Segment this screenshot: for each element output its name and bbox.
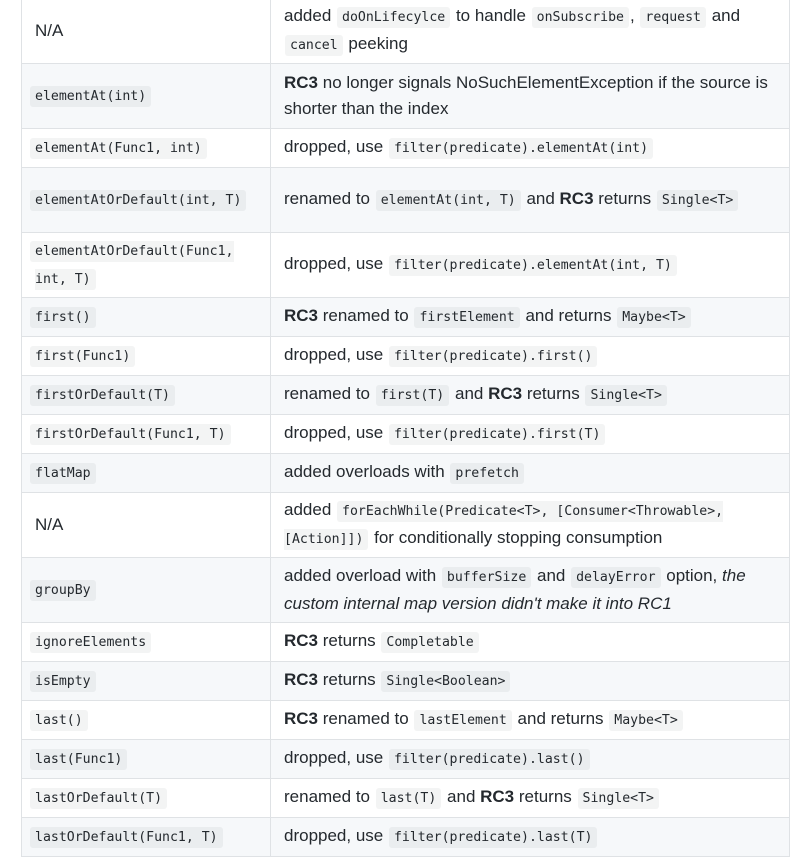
description-text: renamed to xyxy=(318,306,414,325)
operator-name: groupBy xyxy=(30,580,96,601)
table-row xyxy=(22,0,790,64)
change-description-cell xyxy=(271,415,790,454)
description-text: dropped, use xyxy=(284,748,388,767)
operator-name: elementAtOrDefault(int, T) xyxy=(30,190,246,211)
description-text: added xyxy=(284,500,336,519)
inline-code: first(T) xyxy=(376,385,450,406)
change-description-cell xyxy=(271,779,790,818)
description-text: peeking xyxy=(343,34,408,53)
inline-code: filter(predicate).last(T) xyxy=(389,827,598,848)
change-description-cell xyxy=(271,298,790,337)
description-text: dropped, use xyxy=(284,137,388,156)
operator-cell xyxy=(22,233,271,298)
inline-code: filter(predicate).first(T) xyxy=(389,424,605,445)
version-tag: RC3 xyxy=(284,73,319,92)
description-text: and returns xyxy=(520,306,617,325)
operator-name: first(Func1) xyxy=(30,346,135,367)
inline-code: Single<T> xyxy=(578,788,659,809)
operator-cell xyxy=(22,415,271,454)
operator-cell xyxy=(22,129,271,168)
inline-code: onSubscribe xyxy=(532,7,629,28)
change-description-cell xyxy=(271,558,790,623)
operator-name: firstOrDefault(T) xyxy=(30,385,175,406)
description-text: added overload with xyxy=(284,566,441,585)
inline-code: delayError xyxy=(571,567,660,588)
change-description-cell xyxy=(271,337,790,376)
operator-name: isEmpty xyxy=(30,671,96,692)
table-row xyxy=(22,740,790,779)
inline-code: forEachWhile(Predicate<T>, [Consumer<Throwable>, [Action]]) xyxy=(284,501,723,550)
description-text: , xyxy=(629,6,640,25)
description-text: for conditionally stopping consumption xyxy=(369,528,663,547)
table-row xyxy=(22,818,790,857)
operator-name: first() xyxy=(30,307,96,328)
operator-name: ignoreElements xyxy=(30,632,151,653)
operator-name: elementAt(int) xyxy=(30,86,151,107)
version-tag: RC3 xyxy=(284,631,319,650)
change-description-cell xyxy=(271,64,790,129)
operator-name: elementAtOrDefault(Func1, int, T) xyxy=(30,241,234,290)
inline-code: Single<Boolean> xyxy=(381,671,510,692)
description-text: added overloads with xyxy=(284,462,450,481)
description-text: and returns xyxy=(512,709,609,728)
inline-code: bufferSize xyxy=(442,567,531,588)
description-text: renamed to xyxy=(318,709,414,728)
operator-cell xyxy=(22,493,271,558)
version-tag: RC3 xyxy=(284,306,319,325)
change-description-cell xyxy=(271,0,790,64)
description-text: renamed to xyxy=(284,384,375,403)
table-row xyxy=(22,64,790,129)
version-tag: RC3 xyxy=(284,670,319,689)
description-text: added xyxy=(284,6,336,25)
version-tag: RC3 xyxy=(559,189,594,208)
table-row xyxy=(22,623,790,662)
operator-cell xyxy=(22,454,271,493)
operator-cell xyxy=(22,376,271,415)
description-text: returns xyxy=(318,631,381,650)
table-row xyxy=(22,701,790,740)
inline-code: firstElement xyxy=(414,307,519,328)
operator-not-applicable: N/A xyxy=(35,21,64,40)
change-description-cell xyxy=(271,376,790,415)
operator-not-applicable: N/A xyxy=(35,515,64,534)
table-row xyxy=(22,168,790,233)
change-description-cell xyxy=(271,623,790,662)
description-text: option, xyxy=(661,566,723,585)
description-text: and xyxy=(442,787,481,806)
operator-cell xyxy=(22,740,271,779)
inline-code: lastElement xyxy=(414,710,511,731)
inline-code: filter(predicate).elementAt(int) xyxy=(389,138,653,159)
inline-code: filter(predicate).last() xyxy=(389,749,590,770)
table-row xyxy=(22,129,790,168)
change-description-cell xyxy=(271,493,790,558)
operator-name: elementAt(Func1, int) xyxy=(30,138,207,159)
table-row xyxy=(22,454,790,493)
table-row xyxy=(22,415,790,454)
description-text: renamed to xyxy=(284,787,375,806)
table-row xyxy=(22,558,790,623)
italic-note: the custom internal map version didn't make it into RC1 xyxy=(284,566,746,613)
change-description-cell xyxy=(271,233,790,298)
inline-code: last(T) xyxy=(376,788,442,809)
change-description-cell xyxy=(271,818,790,857)
inline-code: Completable xyxy=(381,632,478,653)
table-row xyxy=(22,233,790,298)
table-row xyxy=(22,493,790,558)
description-text: renamed to xyxy=(284,189,375,208)
operator-cell xyxy=(22,558,271,623)
inline-code: filter(predicate).elementAt(int, T) xyxy=(389,255,677,276)
table-row xyxy=(22,298,790,337)
operator-cell xyxy=(22,779,271,818)
description-text: returns xyxy=(318,670,381,689)
version-tag: RC3 xyxy=(488,384,523,403)
description-text: no longer signals NoSuchElementException if the source is shorter than the index xyxy=(284,73,768,118)
change-description-cell xyxy=(271,740,790,779)
operator-cell xyxy=(22,64,271,129)
operator-cell xyxy=(22,0,271,64)
description-text: returns xyxy=(593,189,656,208)
version-tag: RC3 xyxy=(284,709,319,728)
inline-code: prefetch xyxy=(450,463,524,484)
inline-code: elementAt(int, T) xyxy=(376,190,521,211)
operator-cell xyxy=(22,298,271,337)
operator-cell xyxy=(22,168,271,233)
operator-name: firstOrDefault(Func1, T) xyxy=(30,424,231,445)
operator-cell xyxy=(22,818,271,857)
inline-code: cancel xyxy=(285,35,343,56)
operator-cell xyxy=(22,337,271,376)
description-text: dropped, use xyxy=(284,826,388,845)
change-description-cell xyxy=(271,129,790,168)
description-text: and xyxy=(450,384,489,403)
change-description-cell xyxy=(271,454,790,493)
operator-cell xyxy=(22,701,271,740)
change-description-cell xyxy=(271,701,790,740)
table-row xyxy=(22,337,790,376)
inline-code: Single<T> xyxy=(585,385,666,406)
table-row xyxy=(22,376,790,415)
operator-cell xyxy=(22,623,271,662)
inline-code: Maybe<T> xyxy=(609,710,683,731)
version-tag: RC3 xyxy=(480,787,515,806)
inline-code: Single<T> xyxy=(657,190,738,211)
description-text: and xyxy=(707,6,741,25)
operator-name: last() xyxy=(30,710,88,731)
inline-code: Maybe<T> xyxy=(617,307,691,328)
change-description-cell xyxy=(271,168,790,233)
operator-name: last(Func1) xyxy=(30,749,127,770)
operator-name: lastOrDefault(T) xyxy=(30,788,167,809)
description-text: and xyxy=(521,189,560,208)
operator-name: flatMap xyxy=(30,463,96,484)
table-body xyxy=(22,0,790,857)
description-text: dropped, use xyxy=(284,423,388,442)
operator-changes-table xyxy=(21,0,790,857)
operator-cell xyxy=(22,662,271,701)
inline-code: doOnLifecylce xyxy=(337,7,450,28)
table-row xyxy=(22,779,790,818)
operator-name: lastOrDefault(Func1, T) xyxy=(30,827,223,848)
table-row xyxy=(22,662,790,701)
description-text: returns xyxy=(522,384,585,403)
description-text: dropped, use xyxy=(284,254,388,273)
inline-code: request xyxy=(640,7,706,28)
description-text: to handle xyxy=(451,6,531,25)
description-text: dropped, use xyxy=(284,345,388,364)
description-text: returns xyxy=(514,787,577,806)
inline-code: filter(predicate).first() xyxy=(389,346,598,367)
description-text: and xyxy=(532,566,571,585)
change-description-cell xyxy=(271,662,790,701)
